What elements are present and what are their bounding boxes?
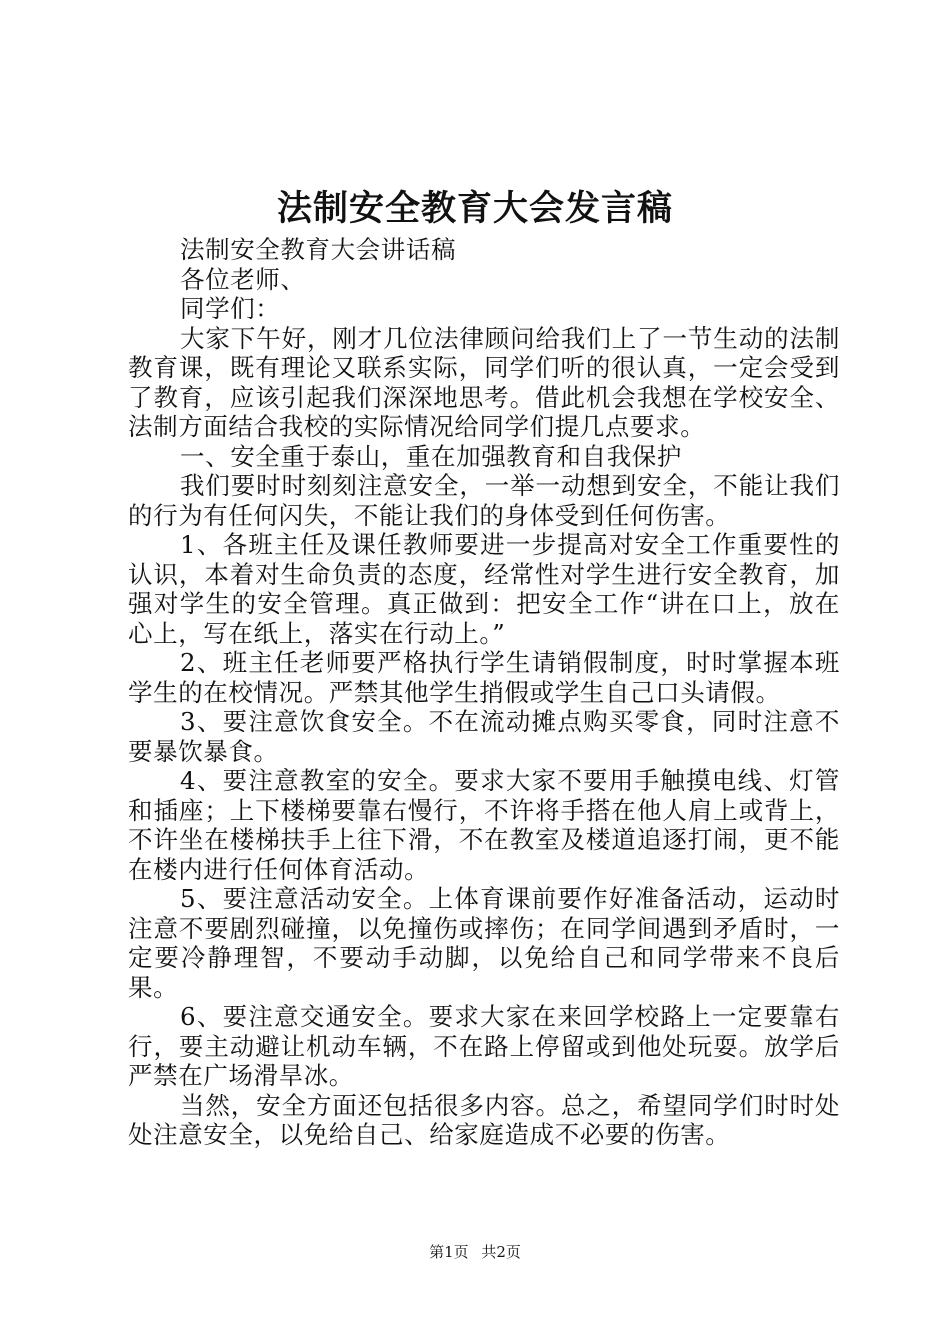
page-footer	[0, 1242, 950, 1262]
list-item-3: 3、要注意饮食安全。不在流动摊点购买零食，同时注意不要暴饮暴食。	[128, 707, 840, 766]
section-heading-1: 一、安全重于泰山，重在加强教育和自我保护	[180, 441, 682, 471]
paragraph-safety-awareness: 我们要时时刻刻注意安全，一举一动想到安全，不能让我们的行为有任何闪失，不能让我们的身体受到任何伤害。	[128, 471, 840, 530]
list-item-6: 6、要注意交通安全。要求大家在来回学校路上一定要靠右行，要主动避让机动车辆，不在路上停留或到他处玩耍。放学后严禁在广场滑旱冰。	[128, 1002, 840, 1090]
page-total: 共2页	[481, 1243, 521, 1261]
paragraph-subtitle: 法制安全教育大会讲话稿	[180, 235, 457, 264]
list-item-5: 5、要注意活动安全。上体育课前要作好准备活动，运动时注意不要剧烈碰撞，以免撞伤或摔伤；在同学间遇到矛盾时，一定要冷静理智，不要动手动脚，以免给自己和同学带来不良后果。	[128, 884, 840, 1002]
document-body	[128, 235, 840, 1150]
list-item-2: 2、班主任老师要严格执行学生请销假制度，时时掌握本班学生的在校情况。严禁其他学生捎假或学生自己口头请假。	[128, 648, 840, 707]
paragraph-conclusion: 当然，安全方面还包括很多内容。总之，希望同学们时时处处注意安全，以免给自己、给家庭造成不必要的伤害。	[128, 1090, 840, 1149]
list-item-4: 4、要注意教室的安全。要求大家不要用手触摸电线、灯管和插座；上下楼梯要靠右慢行，不许将手搭在他人肩上或背上，不许坐在楼梯扶手上往下滑，不在教室及楼道追逐打闹，更不能在楼内进行任何体育活动。	[128, 766, 840, 884]
list-item-1: 1、各班主任及课任教师要进一步提高对安全工作重要性的认识，本着对生命负责的态度，经常性对学生进行安全教育，加强对学生的安全管理。真正做到：把安全工作“讲在口上，放在心上，写在纸上，落实在行动上。”	[128, 530, 840, 648]
paragraph-intro: 大家下午好，刚才几位法律顾问给我们上了一节生动的法制教育课，既有理论又联系实际，同学们听的很认真，一定会受到了教育，应该引起我们深深地思考。借此机会我想在学校安全、法制方面结合我校的实际情况给同学们提几点要求。	[128, 323, 840, 441]
paragraph-salutation-students: 同学们：	[180, 294, 281, 323]
document-title: 法制安全教育大会发言稿	[276, 188, 673, 229]
paragraph-salutation-teachers: 各位老师、	[180, 264, 306, 294]
page-number: 第1页	[429, 1243, 469, 1261]
